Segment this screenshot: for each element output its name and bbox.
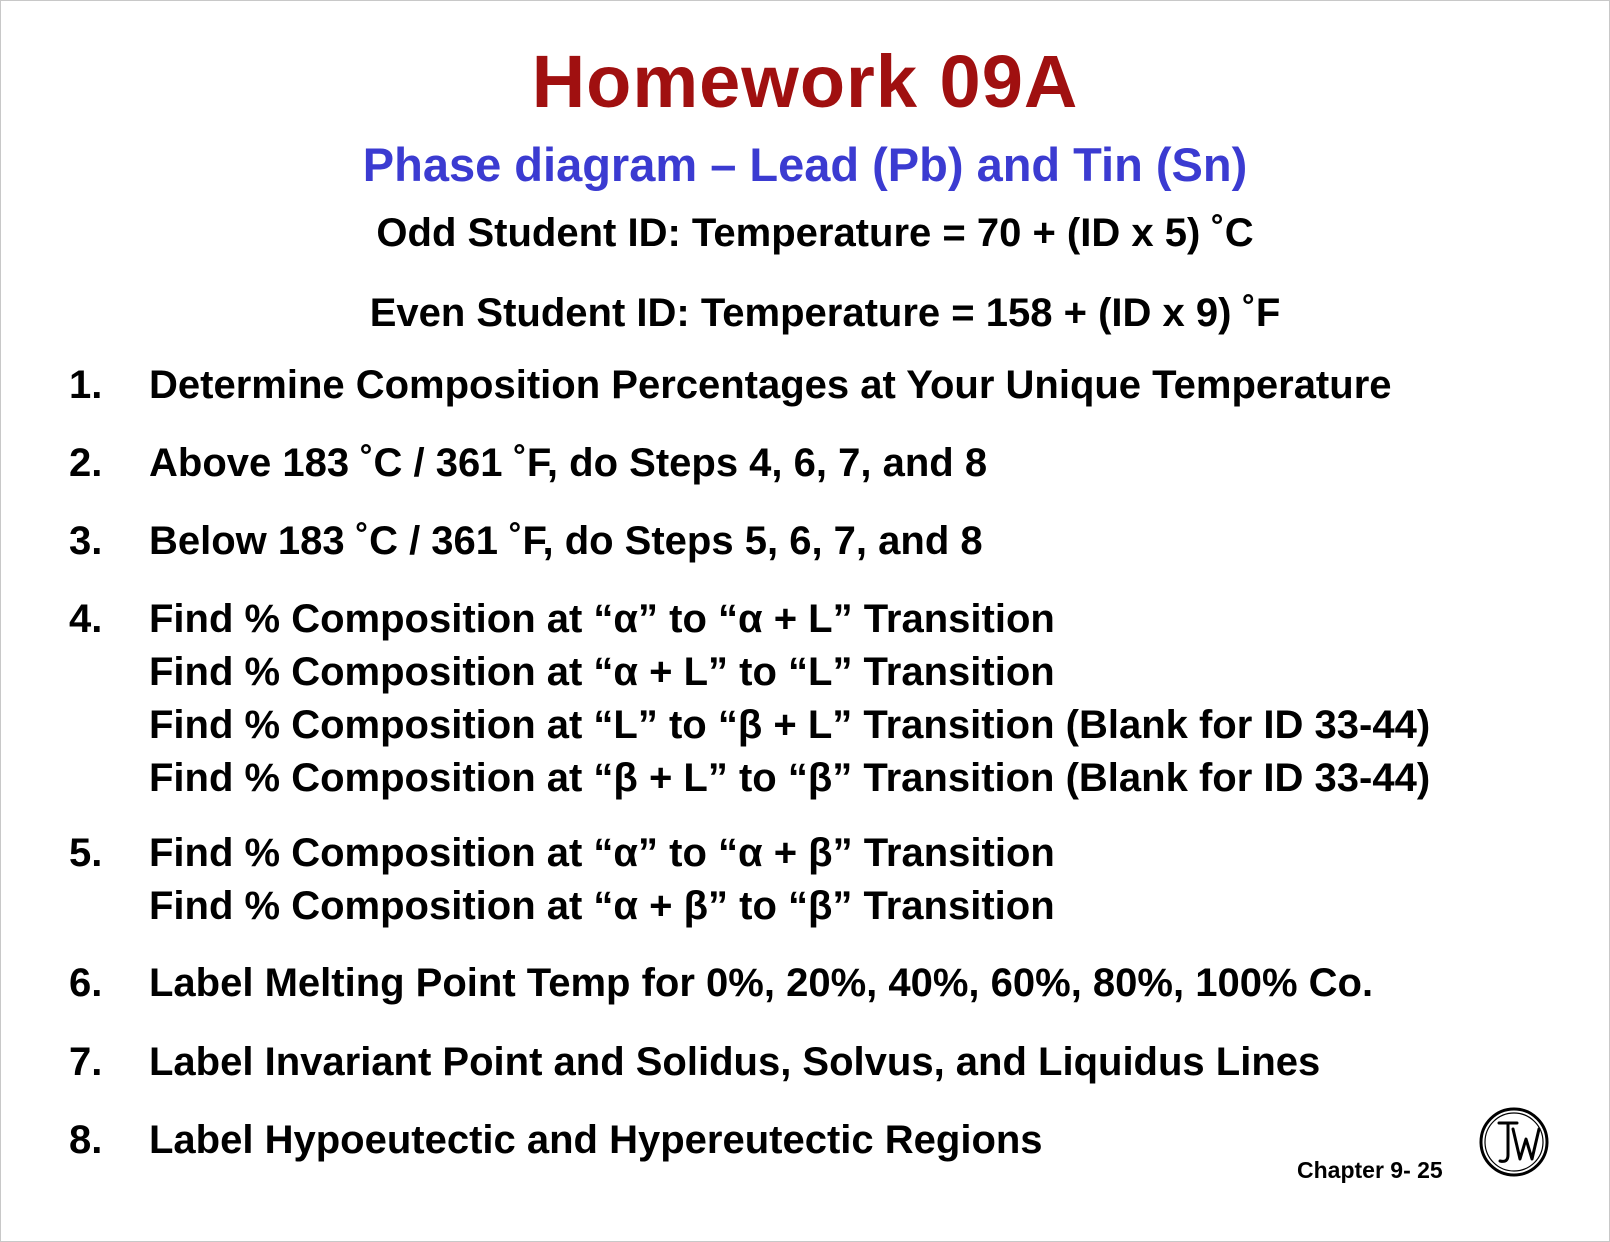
- step-number: 2.: [69, 441, 103, 485]
- step-text: Find % Composition at “α + L” to “L” Transition: [149, 650, 1055, 694]
- step-number: 3.: [69, 519, 103, 563]
- step-text: Determine Composition Percentages at Your Unique Temperature: [149, 363, 1392, 407]
- even-id-formula: Even Student ID: Temperature = 158 + (ID x 9) ˚F: [369, 291, 1281, 335]
- step-number: 7.: [69, 1040, 103, 1084]
- step-text: Find % Composition at “α + β” to “β” Transition: [149, 884, 1055, 928]
- page-title: Homework 09A: [531, 40, 1079, 123]
- step-number: 6.: [69, 961, 103, 1005]
- step-text: Label Invariant Point and Solidus, Solvus, and Liquidus Lines: [149, 1040, 1321, 1084]
- page-subtitle: Phase diagram – Lead (Pb) and Tin (Sn): [362, 138, 1248, 191]
- step-text: Find % Composition at “L” to “β + L” Transition (Blank for ID 33-44): [149, 703, 1431, 747]
- step-text: Find % Composition at “α” to “α + β” Transition: [149, 831, 1055, 875]
- step-text: Label Hypoeutectic and Hypereutectic Regions: [149, 1118, 1043, 1162]
- step-number: 5.: [69, 831, 103, 875]
- step-text: Find % Composition at “β + L” to “β” Transition (Blank for ID 33-44): [149, 756, 1431, 800]
- step-text: Find % Composition at “α” to “α + L” Transition: [149, 597, 1055, 641]
- wiley-jw-logo-icon: [1477, 1105, 1551, 1179]
- step-text: Below 183 ˚C / 361 ˚F, do Steps 5, 6, 7, and 8: [149, 519, 983, 563]
- step-number: 1.: [69, 363, 103, 407]
- odd-id-formula: Odd Student ID: Temperature = 70 + (ID x 5) ˚C: [376, 211, 1254, 255]
- step-number: 4.: [69, 597, 103, 641]
- step-text: Above 183 ˚C / 361 ˚F, do Steps 4, 6, 7, and 8: [149, 441, 988, 485]
- step-text: Label Melting Point Temp for 0%, 20%, 40%, 60%, 80%, 100% Co.: [149, 961, 1374, 1005]
- steps-list: [1, 1, 1609, 1241]
- step-number: 8.: [69, 1118, 103, 1162]
- chapter-page-label: Chapter 9- 25: [1297, 1157, 1443, 1183]
